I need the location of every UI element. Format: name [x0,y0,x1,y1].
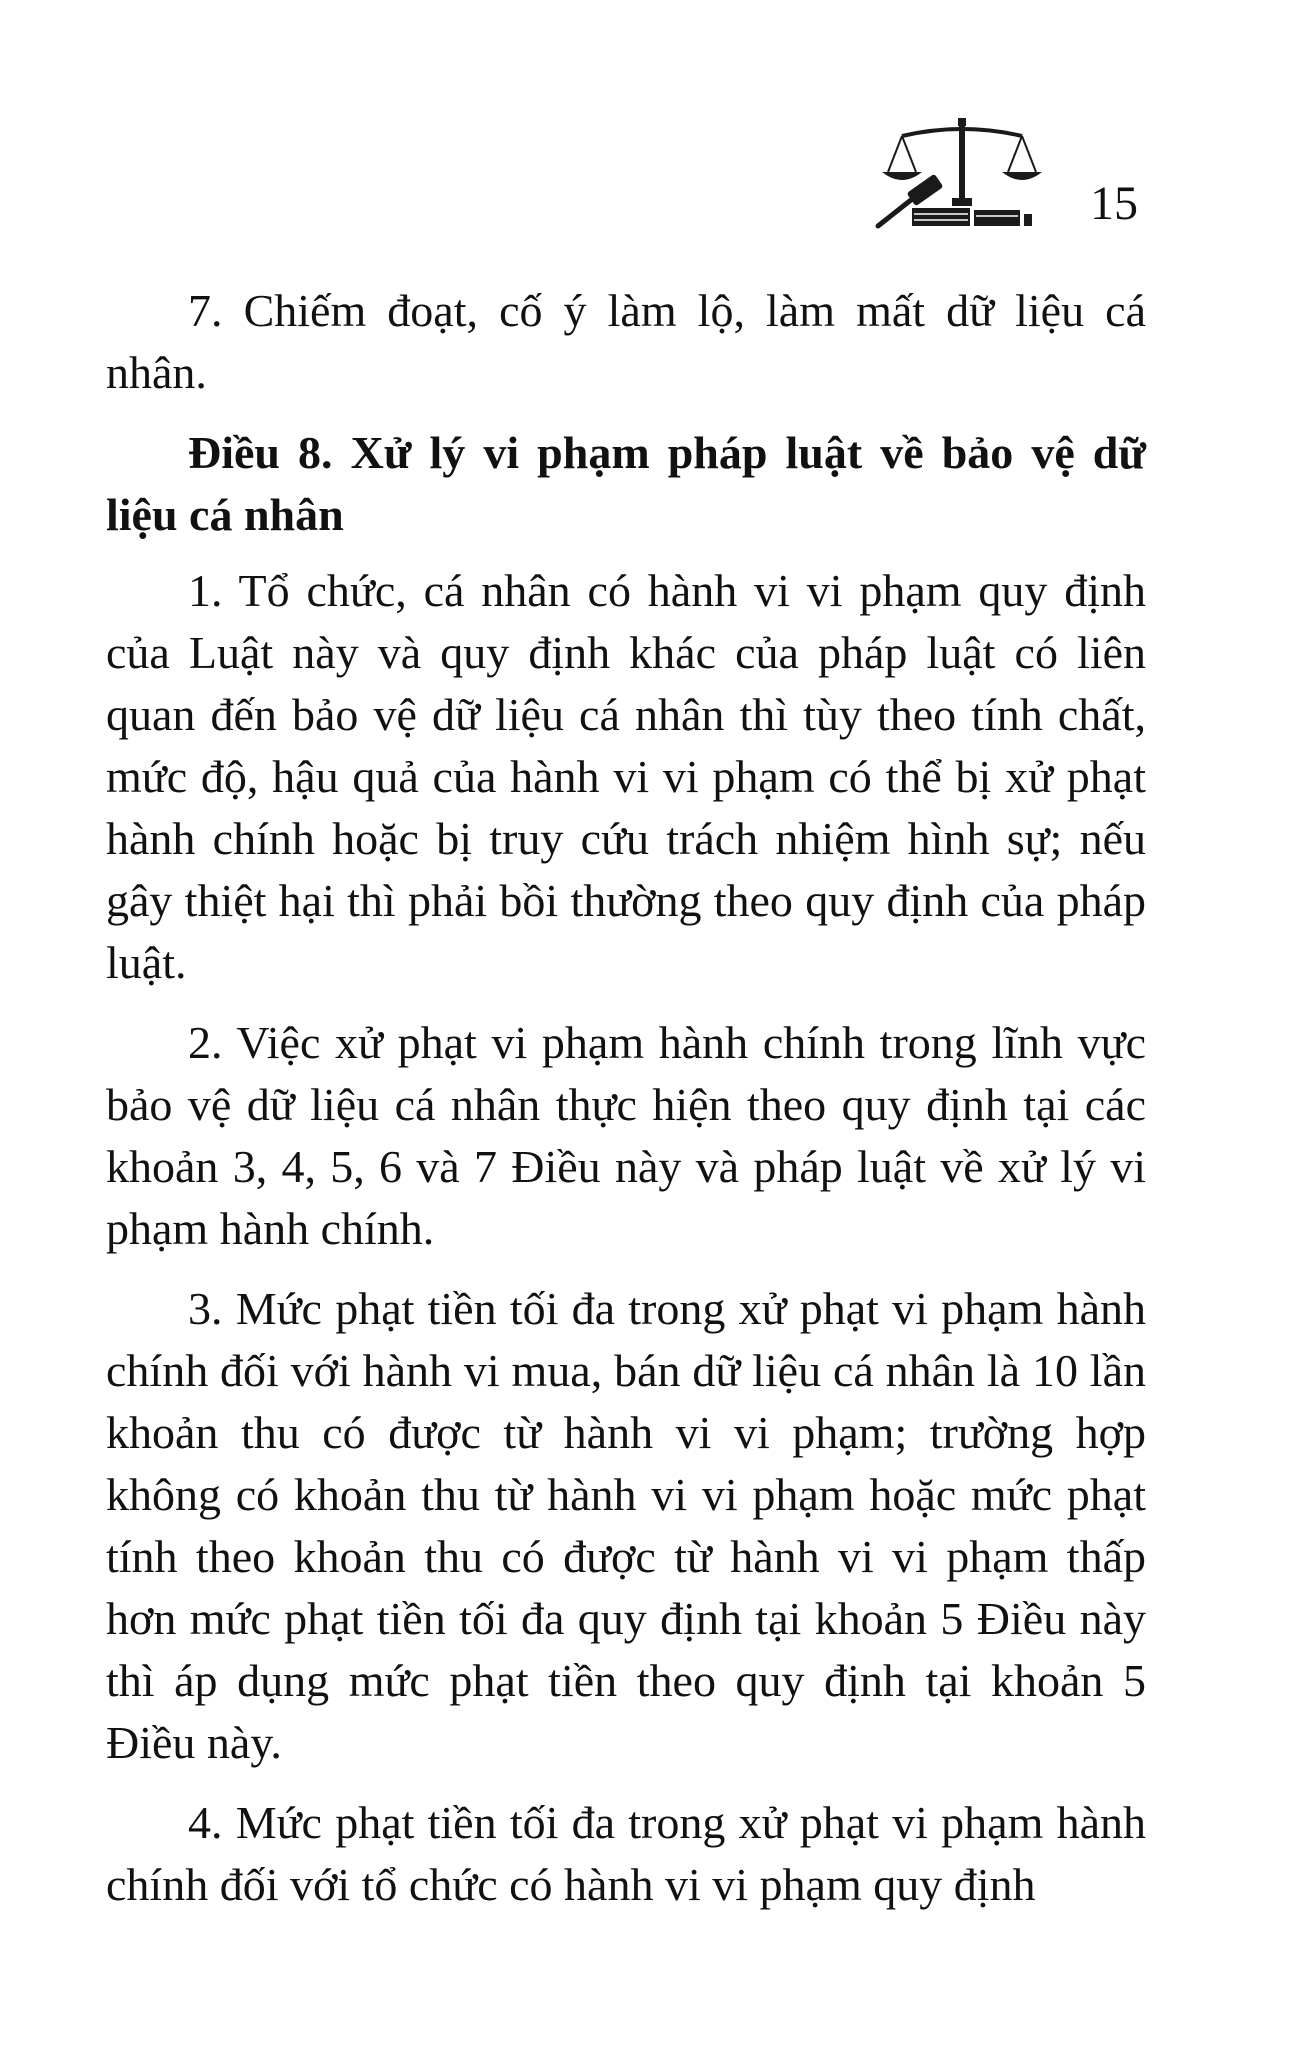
clause-3-paragraph: 3. Mức phạt tiền tối đa trong xử phạt vi phạm hành chính đối với hành vi mua, bán dữ liệu cá nhân là 10 lần khoản thu có được từ hành vi vi phạm; trường hợp không có khoản thu từ hành vi vi phạm hoặc mức phạt tính theo khoản thu có được từ hành vi vi phạm thấp hơn mức phạt tiền tối đa quy định tại khoản 5 Điều này thì áp dụng mức phạt tiền theo quy định tại khoản 5 Điều này. [106,1283,1146,1768]
item-7-paragraph: 7. Chiếm đoạt, cố ý làm lộ, làm mất dữ liệu cá nhân. [106,285,1146,398]
scales-of-justice-with-gavel-and-books-icon [872,110,1072,230]
clause-2-paragraph: 2. Việc xử phạt vi phạm hành chính trong lĩnh vực bảo vệ dữ liệu cá nhân thực hiện theo quy định tại các khoản 3, 4, 5, 6 và 7 Điều này và pháp luật về xử lý vi phạm hành chính. [106,1017,1146,1254]
page-number: 15 [1090,177,1138,230]
page-header [0,100,1316,240]
clause-4-paragraph: 4. Mức phạt tiền tối đa trong xử phạt vi phạm hành chính đối với tổ chức có hành vi vi phạm quy định [106,1797,1146,1910]
article-8-heading: Điều 8. Xử lý vi phạm pháp luật về bảo vệ dữ liệu cá nhân [106,427,1146,540]
clause-1-paragraph: 1. Tổ chức, cá nhân có hành vi vi phạm quy định của Luật này và quy định khác của pháp luật có liên quan đến bảo vệ dữ liệu cá nhân thì tùy theo tính chất, mức độ, hậu quả của hành vi vi phạm có thể bị xử phạt hành chính hoặc bị truy cứu trách nhiệm hình sự; nếu gây thiệt hại thì phải bồi thường theo quy định của pháp luật. [106,565,1146,988]
document-body [106,280,1146,1928]
